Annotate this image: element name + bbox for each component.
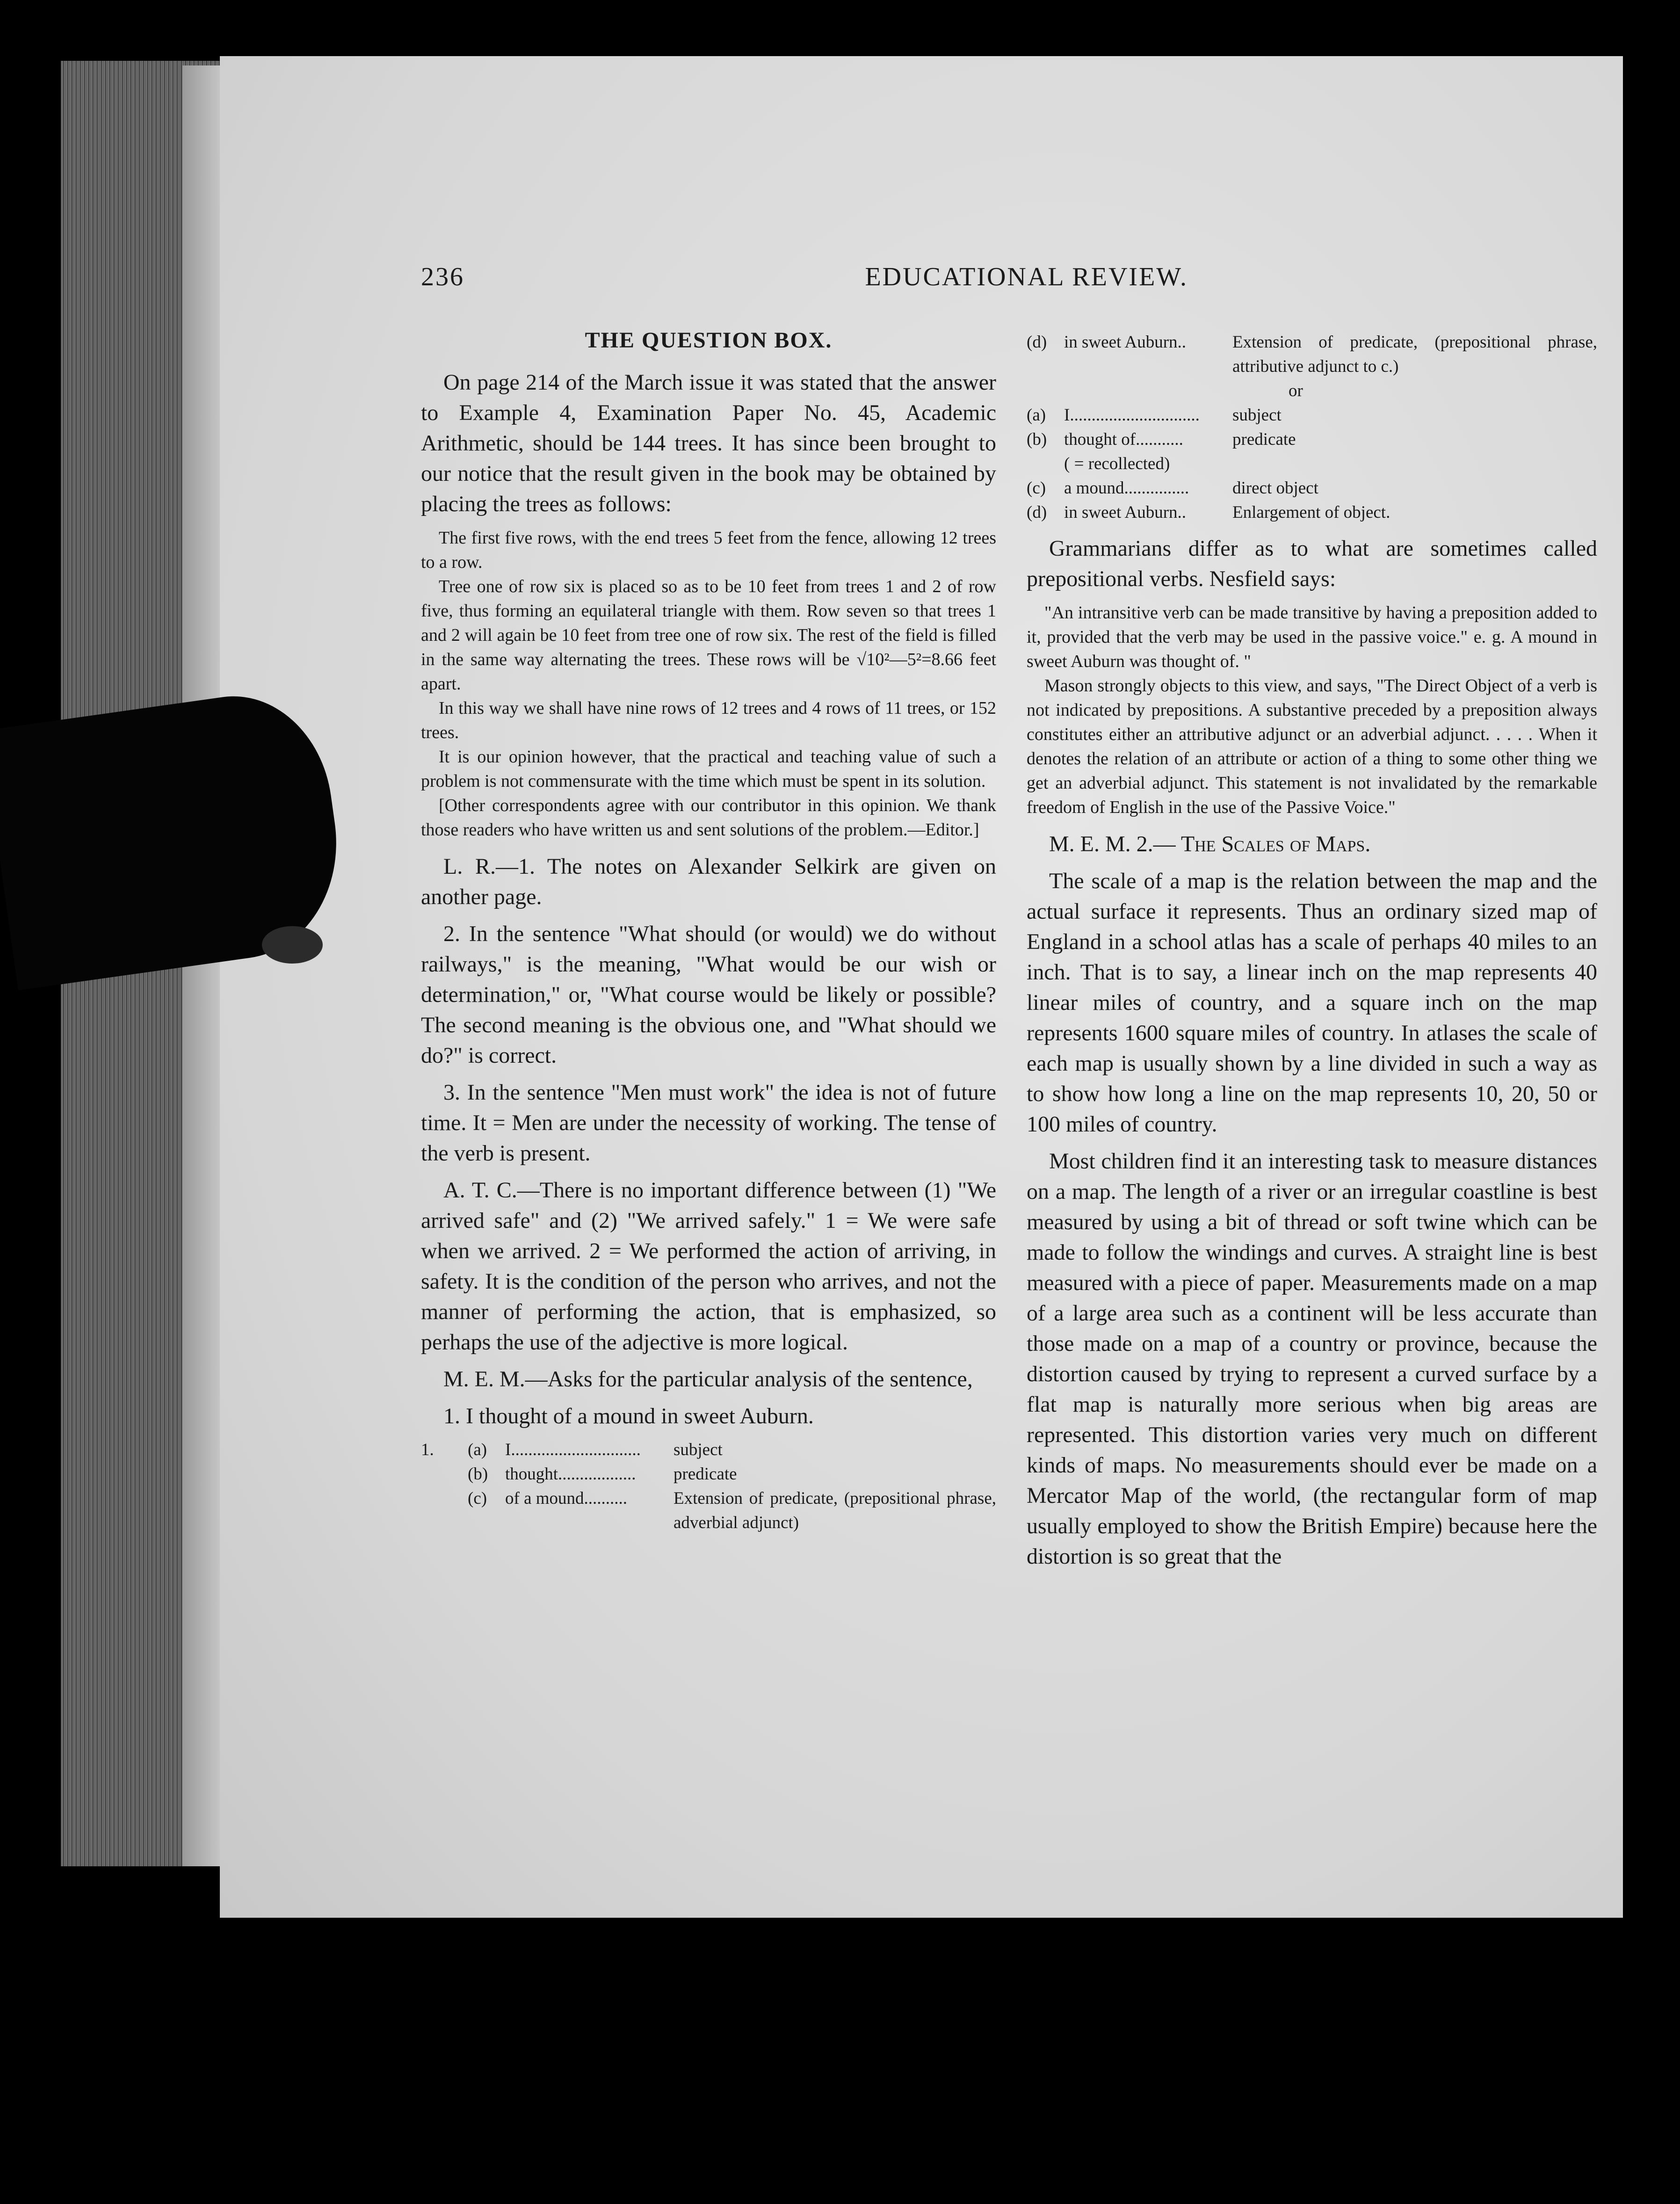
mason-quote: Mason strongly objects to this view, and says, "The Direct Object of a verb is not indicated by prepositions. A substantive preceded by a preposition always constitutes either an attributive adjunct or an adverbial adjunct. . . . . When it denotes the relation of an attribute or action of a thing to some other thing we get an adverbial adjunct. This statement is not invalidated by the remarkable freedom of English in the use of the Passive Voice." <box>1027 676 1597 817</box>
fingernail <box>262 926 323 964</box>
sentence-analysis-table <box>421 1438 996 1535</box>
editor-note: [Other correspondents agree with our contributor in this opinion. We thank those readers who have written us and sent solutions of the problem.—Editor.] <box>421 796 996 840</box>
or-label: or <box>1289 381 1303 400</box>
running-header <box>421 262 1188 299</box>
analysis-row: 1. (a) I.............................. subject <box>421 1440 723 1459</box>
analysis-row: (d) in sweet Auburn.. Extension of predicate, (prepositional phrase, attributive adjunct to c.) <box>1027 333 1597 376</box>
page-number: 236 <box>421 262 464 291</box>
map-scales-heading: M. E. M. 2.— The Scales of Maps. <box>1049 832 1371 856</box>
quoted-solution <box>421 526 996 842</box>
quote-paragraph: In this way we shall have nine rows of 12 trees and 4 rows of 11 trees, or 152 trees. <box>421 698 996 742</box>
journal-title: EDUCATIONAL REVIEW. <box>865 262 1188 291</box>
quote-paragraph: The first five rows, with the end trees 5 feet from the fence, allowing 12 trees to a row. <box>421 528 996 572</box>
answer-paragraph: 2. In the sentence "What should (or would) we do without railways," is the meaning, "What would be our wish or determination," or, "What course would be likely or possible? The second meaning is the obvious one, and "What should we do?" is correct. <box>421 921 996 1068</box>
example-sentence: 1. I thought of a mound in sweet Auburn. <box>443 1404 814 1428</box>
map-measure-paragraph: Most children find it an interesting task to measure distances on a map. The length of a river or an irregular coastline is best measured by using a bit of thread or soft twine which can be made to follow the windings and curves. A straight line is best measured with a piece of paper. Measurements made on a map of a large area such as a continent will be less accurate than those made on a map of a country or province, because the distortion caused by trying to represent a curved surface by a flat map is naturally more serious when big areas are represented. This distortion varies very much on different kinds of maps. No measurements should ever be made on a Mercator Map of the world, (the rectangular form of map usually employed to show the British Empire) because here the distortion is so great that the <box>1027 1149 1597 1569</box>
intro-paragraph: On page 214 of the March issue it was stated that the answer to Example 4, Examination Paper No. 45, Academic Arithmetic, should be 144 trees. It has since been brought to our notice that the result given in the book may be obtained by placing the trees as follows: <box>421 370 996 516</box>
nesfield-quote: "An intransitive verb can be made transitive by having a preposition added to it, provided that the verb may be used in the passive voice." e. g. A mound in sweet Auburn was thought of. " <box>1027 603 1597 671</box>
quote-paragraph: It is our opinion however, that the practical and teaching value of such a problem is not commensurate with the time which must be spent in its solution. <box>421 747 996 791</box>
analysis-row: (b) thought of........... predicate <box>1027 430 1296 449</box>
left-column <box>421 327 996 1544</box>
section-title: THE QUESTION BOX. <box>585 328 833 353</box>
analysis-row: (a) I.............................. subject <box>1027 406 1282 425</box>
grammar-quotes <box>1027 601 1597 819</box>
sentence-analysis-continued <box>1027 330 1597 525</box>
answer-paragraph: A. T. C.—There is no important difference between (1) "We arrived safe" and (2) "We arrived safely." 1 = We were safe when we arrived. 2 = We performed the action of arriving, in safety. It is the condition of the person who arrives, and not the manner of performing the action, that is emphasized, so perhaps the use of the adjective is more logical. <box>421 1178 996 1355</box>
analysis-row: ( = recollected) <box>1064 454 1170 473</box>
answer-paragraph: M. E. M.—Asks for the particular analysis of the sentence, <box>443 1367 973 1392</box>
grammar-paragraph: Grammarians differ as to what are sometimes called prepositional verbs. Nesfield says: <box>1027 536 1597 591</box>
analysis-row: (c) of a mound.......... Extension of predicate, (prepositional phrase, adverbial adjunct) <box>468 1489 996 1532</box>
analysis-row: (d) in sweet Auburn.. Enlargement of object. <box>1027 503 1390 522</box>
answer-paragraph: 3. In the sentence "Men must work" the idea is not of future time. It = Men are under the necessity of working. The tense of the verb is present. <box>421 1080 996 1166</box>
quote-paragraph: Tree one of row six is placed so as to be 10 feet from trees 1 and 2 of row five, thus forming an equilateral triangle with them. Row seven so that trees 1 and 2 will again be 10 feet from tree one of row six. The rest of the field is filled in the same way alternating the trees. These rows will be √10²—5²=8.66 feet apart. <box>421 577 996 694</box>
answer-paragraph: L. R.—1. The notes on Alexander Selkirk are given on another page. <box>421 854 996 909</box>
analysis-row: (b) thought.................. predicate <box>468 1464 737 1484</box>
right-column <box>1027 327 1597 1578</box>
analysis-row: (c) a mound............... direct object <box>1027 478 1318 498</box>
map-scale-paragraph: The scale of a map is the relation between the map and the actual surface it represents. Thus an ordinary sized map of England in a school atlas has a scale of perhaps 40 miles to an inch. That is to say, a linear inch on the map represents 40 linear miles of country, and a square inch on the map represents 1600 square miles of country. In atlases the scale of each map is usually shown by a line divided in such a way as to show how long a line on the map represents 10, 20, 50 or 100 miles of country. <box>1027 869 1597 1137</box>
